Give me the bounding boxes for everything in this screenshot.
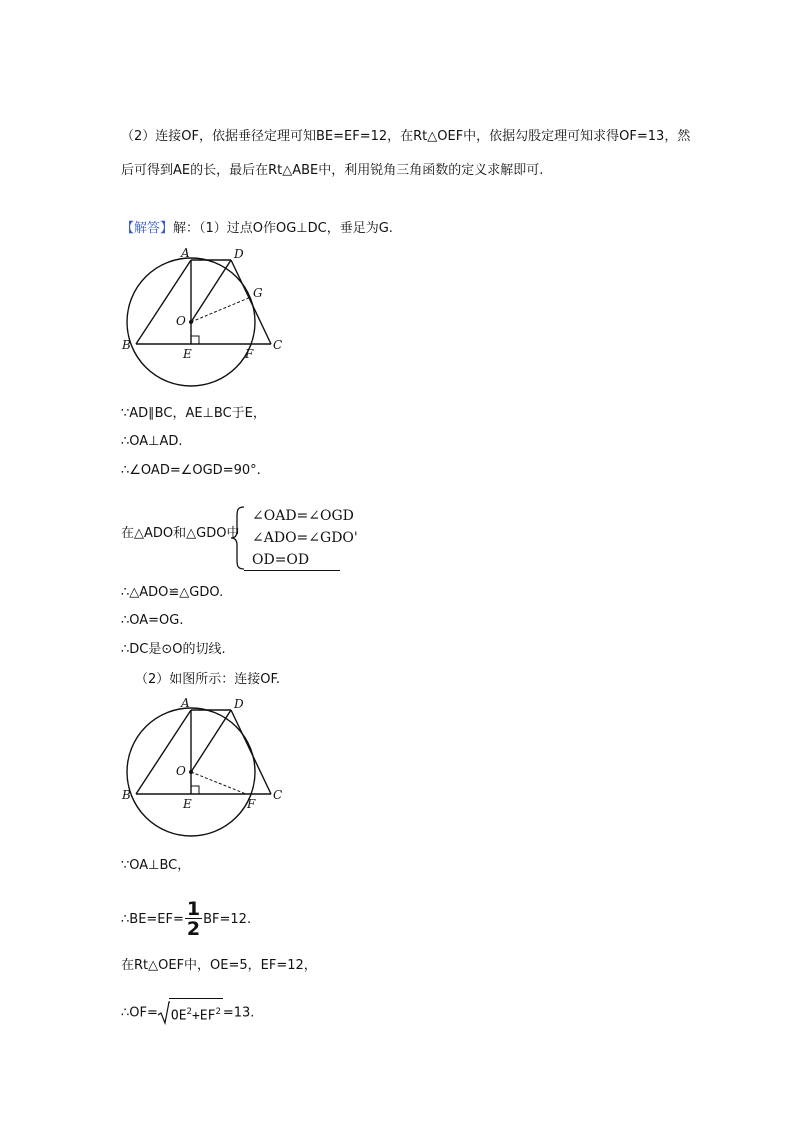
step-9-prefix: ∴BE=EF= (121, 912, 184, 927)
segment-od (191, 710, 231, 772)
step-8: ∵OA⊥BC， (121, 858, 191, 873)
step-3: ∴∠OAD=∠OGD=90°. (121, 463, 261, 478)
solution-tag: 【解答】 (121, 221, 174, 236)
fraction-denominator: 2 (186, 918, 201, 940)
label-o: O (176, 764, 186, 778)
fraction-numerator: 1 (186, 898, 201, 920)
label-d: D (234, 697, 244, 711)
label-o: O (176, 314, 186, 328)
step-4-prefix: 在△ADO和△GDO中 (121, 526, 240, 541)
segment-od (191, 260, 231, 322)
step-10: 在Rt△OEF中，OE=5，EF=12， (121, 958, 317, 973)
segment-og (191, 297, 251, 322)
radicand-oe: OE (170, 1008, 187, 1024)
step-9 (121, 898, 251, 942)
step-9-suffix: BF=12. (203, 912, 252, 927)
exponent-b: 2 (215, 1007, 221, 1017)
system-row-3: OD=OD (252, 552, 310, 568)
step-11-suffix: =13. (222, 1005, 255, 1021)
label-e: E (183, 797, 192, 811)
label-a: A (181, 696, 190, 710)
step-7: ∴DC是⊙O的切线. (121, 642, 226, 657)
label-c: C (273, 788, 283, 802)
label-f: F (247, 797, 256, 811)
solution-intro (121, 220, 393, 238)
label-g: G (253, 286, 263, 300)
segment-ab (136, 260, 191, 344)
system-row-2: ∠ADO=∠GDO' (252, 530, 358, 546)
point-o (189, 770, 193, 774)
label-d: D (234, 247, 244, 261)
step-11 (121, 998, 254, 1028)
label-f: F (245, 347, 254, 361)
point-o (189, 320, 193, 324)
geometry-figure-2 (118, 695, 290, 845)
segment-dc (231, 710, 271, 794)
square-root (158, 998, 223, 1028)
segment-dc (231, 260, 271, 344)
step-11-prefix: ∴OF= (121, 1005, 158, 1021)
fraction-one-half (185, 900, 202, 939)
label-a: A (181, 246, 190, 260)
analysis-line-1: （2）连接OF，依据垂径定理可知BE=EF=12，在Rt△OEF中，依据勾股定理可知求得OF=13，然 (121, 129, 691, 144)
exponent-a: 2 (186, 1007, 192, 1017)
label-b: B (122, 338, 131, 352)
label-c: C (273, 338, 283, 352)
right-angle-mark (191, 336, 199, 344)
step-2: ∴OA⊥AD. (121, 434, 183, 449)
solution-intro-text: 解：（1）过点O作OG⊥DC，垂足为G. (173, 221, 393, 236)
step-6: ∴OA=OG. (121, 613, 184, 628)
radicand-ef: +EF (191, 1008, 216, 1024)
step-1: ∵AD∥BC，AE⊥BC于E， (121, 406, 266, 421)
geometry-figure-1 (118, 245, 290, 395)
system-row-1: ∠OAD=∠OGD (252, 508, 354, 524)
left-brace (228, 505, 248, 571)
label-e: E (183, 347, 192, 361)
segment-ab (136, 710, 191, 794)
step-5: ∴△ADO≌△GDO. (121, 585, 224, 600)
radicand (169, 998, 223, 1028)
right-angle-mark (191, 786, 199, 794)
system-underline (244, 570, 340, 571)
label-b: B (122, 788, 131, 802)
analysis-line-2: 后可得到AE的长，最后在Rt△ABE中，利用锐角三角函数的定义求解即可. (121, 163, 544, 178)
part-2-intro: （2）如图所示：连接OF. (135, 672, 281, 687)
